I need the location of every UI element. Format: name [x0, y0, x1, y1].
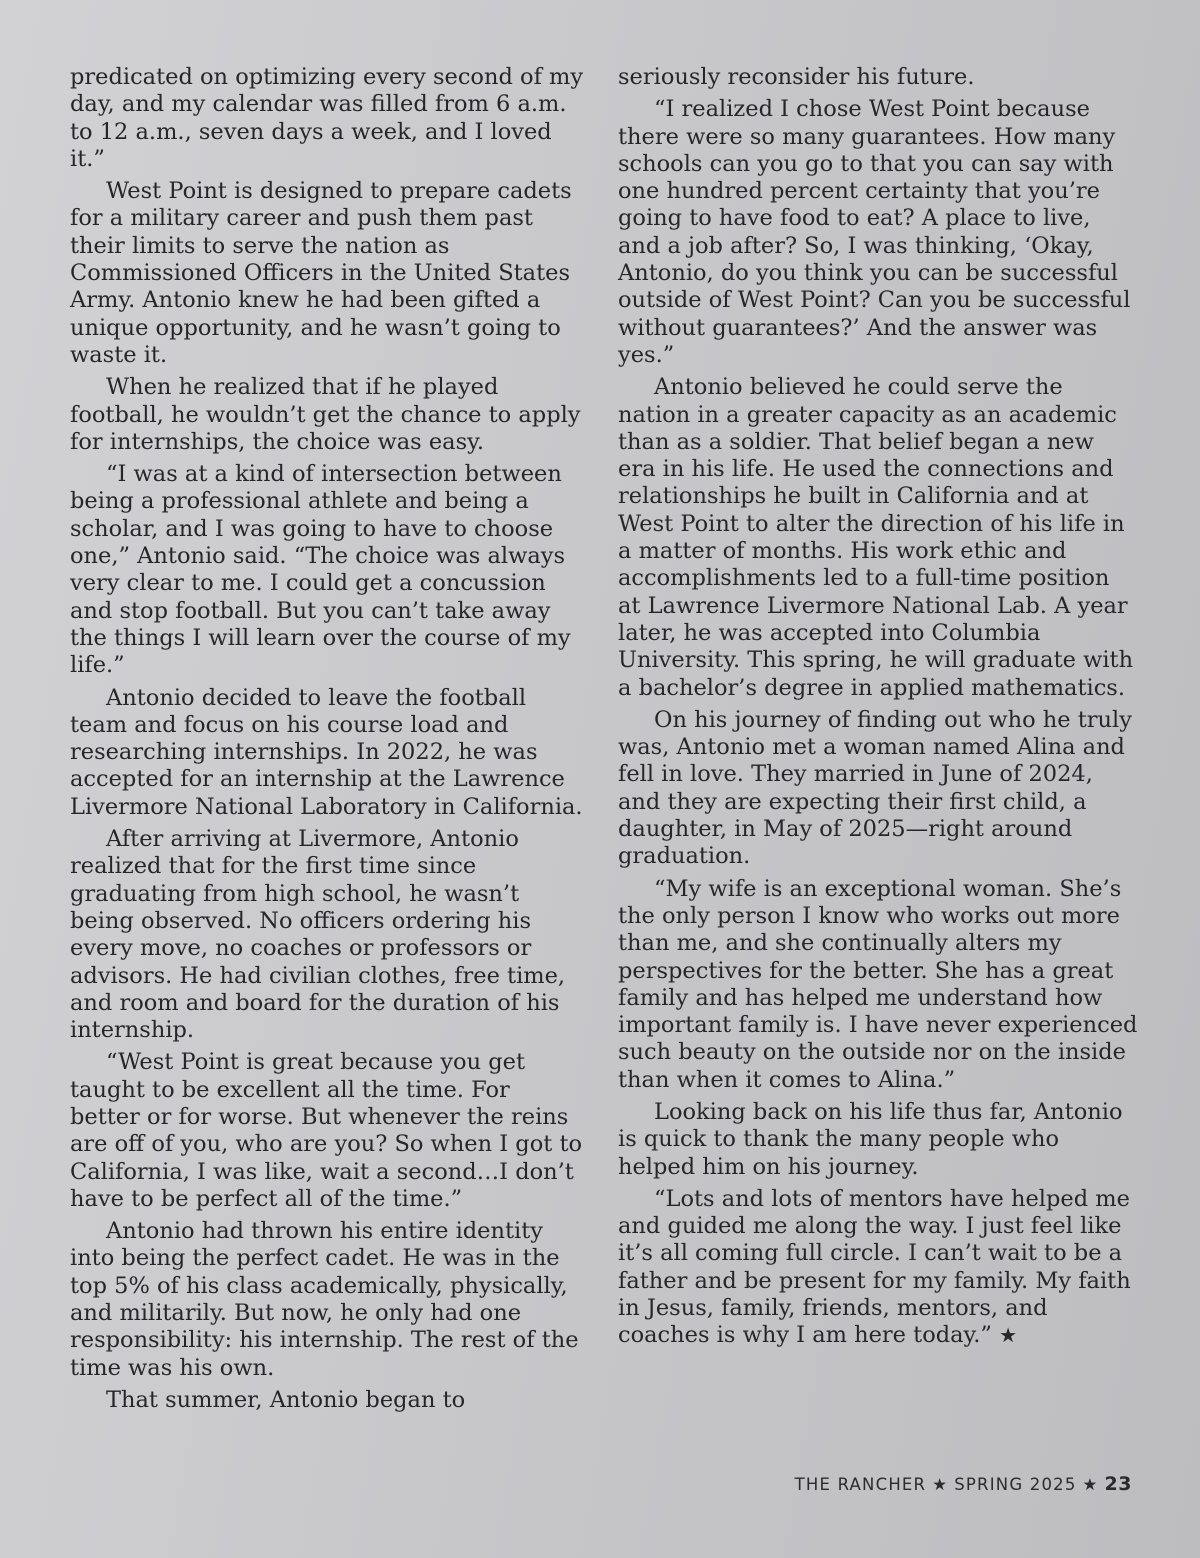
paragraph: West Point is designed to prepare cadets for a military career and push them past their limits to serve the nation as Commissioned Officers in the United States Army. Antonio knew he had been gifted a unique opportunity, and he wasn’t going to waste it. [70, 178, 572, 368]
paragraph: On his journey of finding out who he truly was, Antonio met a woman named Alina and fell in love. They married in June of 2024, and they are expecting their first child, a daughter, in May of 2025—right around graduation. [618, 706, 1132, 870]
star-separator-icon: ★ [1082, 1475, 1099, 1494]
publication-name: THE RANCHER [794, 1475, 927, 1494]
paragraph: “I realized I chose West Point because there were so many guarantees. How many schools can you go to that you can say with one hundred percent certainty that you’re going to have food to eat? A place to live, and a job after? So, I was thinking, ‘Okay, Antonio, do you think you can be successful outside of West Point? Can you be successful without guarantees?’ And the answer was yes.” [618, 96, 1131, 368]
article-column-left [70, 64, 585, 1419]
end-star-icon: ★ [999, 1323, 1018, 1348]
paragraph: seriously reconsider his future. [618, 64, 975, 90]
page-footer [795, 1473, 1132, 1495]
paragraph: “I was at a kind of intersection between being a professional athlete and being a scholar, and I was going to have to choose one,” Antonio said. “The choice was always very clear to me. I could get a concussion and stop football. But you can’t take away the things I will learn over the course of my life.” [70, 461, 571, 679]
paragraph-text: “Lots and lots of mentors have helped me and guided me along the way. I just feel like it’s all coming full circle. I can’t wait to be a father and be present for my family. My faith in Jesus, family, friends, mentors, and coaches is why I am here today.” [618, 1185, 1131, 1349]
paragraph: That summer, Antonio began to [106, 1386, 466, 1413]
paragraph: Antonio believed he could serve the nation in a greater capacity as an academic than as a soldier. That belief began a new era in his life. He used the connections and relationships he built in California and at West Point to alter the direction of his life in a matter of months. His work ethic and accomplishments led to a full-time position at Lawrence Livermore National Lab. A year later, he was accepted into Columbia University. This spring, he will graduate with a bachelor’s degree in applied mathematics. [618, 374, 1134, 701]
paragraph: Antonio had thrown his entire identity into being the perfect cadet. He was in the top 5% of his class academically, physically, and militarily. But now, he only had one responsibility: his internship. The rest of the time was his own. [70, 1218, 579, 1381]
paragraph: “My wife is an exceptional woman. She’s the only person I know who works out more than me, and she continually alters my perspectives for the better. She has a great family and has helped me understand how important family is. I have never experienced such beauty on the outside nor on the inside than when it comes to Alina.” [618, 875, 1138, 1093]
paragraph: “West Point is great because you get taught to be excellent all the time. For better or for worse. But whenever the reins are off of you, who are you? So when I got to California, I was like, wait a second…I don’t have to be perfect all of the time.” [70, 1049, 583, 1212]
paragraph-final [618, 1186, 1138, 1350]
paragraph: After arriving at Livermore, Antonio realized that for the first time since graduating from high school, he wasn’t being observed. No officers ordering his every move, no coaches or professors or advisors. He had civilian clothes, free time, and room and board for the duration of his internship. [70, 826, 566, 1044]
page-number: 23 [1104, 1473, 1132, 1495]
issue-label: SPRING 2025 [954, 1475, 1077, 1494]
article-column-right [618, 64, 1138, 1355]
paragraph: predicated on optimizing every second of my day, and my calendar was filled from 6 a.m. to 12 a.m., seven days a week, and I loved it.” [70, 64, 584, 172]
paragraph: Antonio decided to leave the football team and focus on his course load and researching internships. In 2022, he was accepted for an internship at the Lawrence Livermore National Laboratory in California. [70, 684, 583, 820]
paragraph: Looking back on his life thus far, Antonio is quick to thank the many people who helped him on his journey. [618, 1098, 1123, 1180]
paragraph: When he realized that if he played football, he wouldn’t get the chance to apply for internships, the choice was easy. [70, 374, 581, 455]
star-separator-icon: ★ [932, 1475, 949, 1494]
